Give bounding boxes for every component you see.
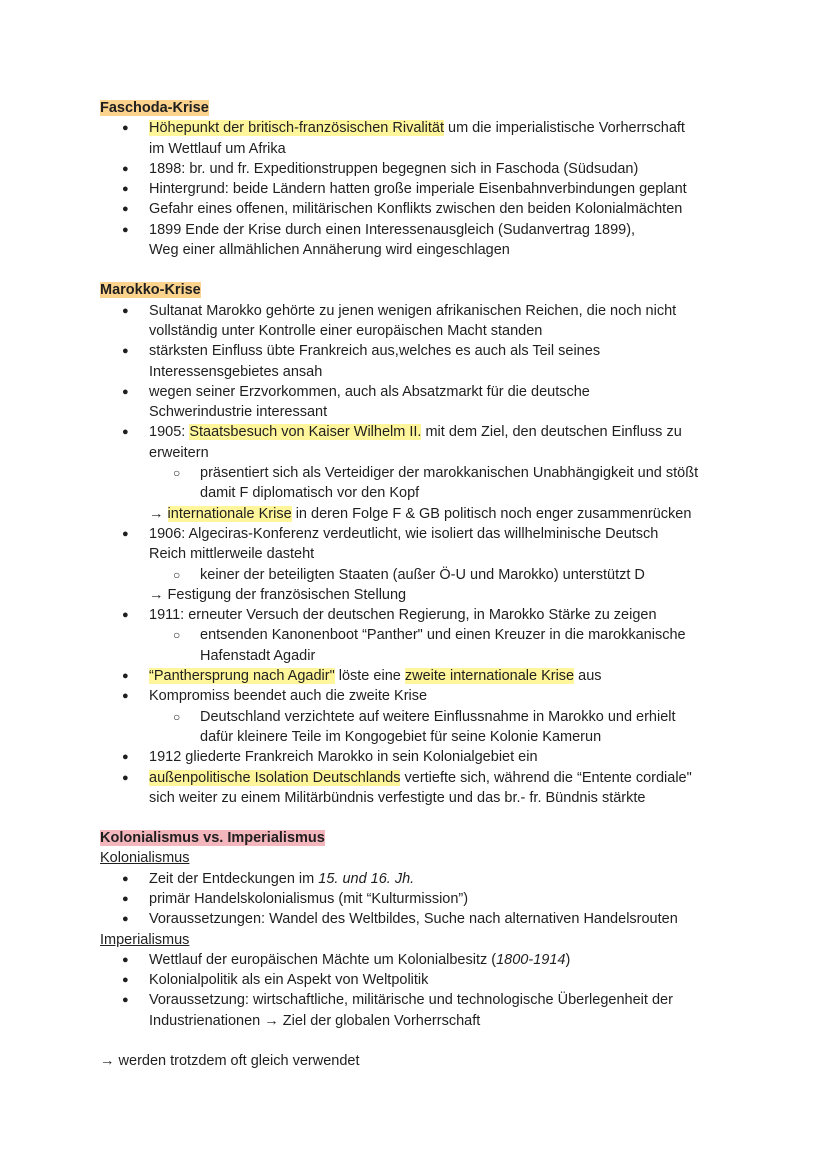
subheading-kolonialismus: Kolonialismus xyxy=(100,850,190,867)
list-item: ● wegen seiner Erzvorkommen, auch als Absatzmarkt für die deutsche Schwerindustrie interessant xyxy=(100,382,768,423)
arrow-note: → Festigung der französischen Stellung xyxy=(149,586,407,603)
sub-list-item: ○ keiner der beteiligten Staaten (außer Ö-U und Marokko) unterstützt D xyxy=(100,565,768,585)
list-item: ● Kompromiss beendet auch die zweite Krise xyxy=(100,686,768,706)
marokko-list-3 xyxy=(100,605,768,625)
list-item: ● 1912 gliederte Frankreich Marokko in sein Kolonialgebiet ein xyxy=(100,747,768,767)
conclusion-note: → werden trotzdem oft gleich verwendet xyxy=(100,1053,360,1070)
list-item: ● “Panthersprung nach Agadir" löste eine zweite internationale Krise aus xyxy=(100,666,768,686)
list-item: ● 1911: erneuter Versuch der deutschen Regierung, in Marokko Stärke zu zeigen xyxy=(100,605,768,625)
arrow-note: → internationale Krise in deren Folge F & GB politisch noch enger zusammenrücken xyxy=(149,505,692,522)
sub-list-item: ○ präsentiert sich als Verteidiger der marokkanischen Unabhängigkeit und stößt damit F diplomatisch vor den Kopf xyxy=(100,463,768,504)
highlight: Höhepunkt der britisch-französischen Rivalität xyxy=(149,120,444,137)
marokko-list-4 xyxy=(100,666,768,707)
list-item: ● Voraussetzungen: Wandel des Weltbildes, Suche nach alternativen Handelsrouten xyxy=(100,909,768,929)
subheading-imperialismus: Imperialismus xyxy=(100,931,190,948)
highlight: zweite internationale Krise xyxy=(404,668,575,685)
sub-list-item: ○ entsenden Kanonenboot “Panther" und einen Kreuzer in die marokkanische Hafenstadt Agadir xyxy=(100,625,768,666)
section-heading-kolonialismus: Kolonialismus vs. Imperialismus xyxy=(100,830,325,847)
list-item: ● Sultanat Marokko gehörte zu jenen wenigen afrikanischen Reichen, die noch nicht vollständig unter Kontrolle einer europäischen Macht standen xyxy=(100,301,768,342)
imperialismus-list xyxy=(100,950,768,1031)
marokko-list-2 xyxy=(100,524,768,565)
kolonialismus-list xyxy=(100,869,768,930)
marokko-sublist xyxy=(100,463,768,504)
highlight: Staatsbesuch von Kaiser Wilhelm II. xyxy=(189,424,422,441)
list-item: ● Wettlauf der europäischen Mächte um Kolonialbesitz (1800-1914) xyxy=(100,950,768,970)
marokko-list-5 xyxy=(100,747,768,808)
list-item: ● primär Handelskolonialismus (mit “Kulturmission”) xyxy=(100,889,768,909)
highlight: internationale Krise xyxy=(167,505,292,522)
list-item: ● 1898: br. und fr. Expeditionstruppen begegnen sich in Faschoda (Südsudan) xyxy=(100,159,768,179)
list-item: ● 1906: Algeciras-Konferenz verdeutlicht, wie isoliert das willhelminische Deutsch Reich mittlerweile dasteht xyxy=(100,524,768,565)
faschoda-list xyxy=(100,118,768,260)
marokko-list xyxy=(100,301,768,463)
list-item: ● Hintergrund: beide Ländern hatten große imperiale Eisenbahnverbindungen geplant xyxy=(100,179,768,199)
marokko-sublist-3 xyxy=(100,625,768,666)
marokko-sublist-2 xyxy=(100,565,768,585)
list-item: ● Zeit der Entdeckungen im 15. und 16. Jh. xyxy=(100,869,768,889)
section-heading-faschoda: Faschoda-Krise xyxy=(100,100,209,116)
list-item: ● stärksten Einfluss übte Frankreich aus,welches es auch als Teil seines Interessensgebietes ansah xyxy=(100,341,768,382)
section-heading-marokko: Marokko-Krise xyxy=(100,282,201,299)
list-item: ● außenpolitische Isolation Deutschlands vertiefte sich, während die “Entente cordiale" sich weiter zu einem Militärbündnis verfestigte und das br.- fr. Bündnis stärkte xyxy=(100,768,768,809)
list-item: ● Gefahr eines offenen, militärischen Konflikts zwischen den beiden Kolonialmächten xyxy=(100,199,768,219)
list-item: ● 1905: Staatsbesuch von Kaiser Wilhelm II. mit dem Ziel, den deutschen Einfluss zu erweitern xyxy=(100,422,768,463)
list-item: ● Höhepunkt der britisch-französischen Rivalität um die imperialistische Vorherrschaft im Wettlauf um Afrika xyxy=(100,118,768,159)
highlight: außenpolitische Isolation Deutschlands xyxy=(149,769,401,786)
list-item: ● 1899 Ende der Krise durch einen Interessenausgleich (Sudanvertrag 1899), Weg einer allmählichen Annäherung wird eingeschlagen xyxy=(100,220,768,261)
list-item: ● Voraussetzung: wirtschaftliche, militärische und technologische Überlegenheit der Industrienationen → Ziel der globalen Vorherrschaft xyxy=(100,990,768,1031)
marokko-sublist-4 xyxy=(100,707,768,748)
list-item: ● Kolonialpolitik als ein Aspekt von Weltpolitik xyxy=(100,970,768,990)
sub-list-item: ○ Deutschland verzichtete auf weitere Einflussnahme in Marokko und erhielt dafür kleinere Teile im Kongogebiet für seine Kolonie Kamerun xyxy=(100,707,768,748)
highlight: “Panthersprung nach Agadir" xyxy=(149,668,335,685)
